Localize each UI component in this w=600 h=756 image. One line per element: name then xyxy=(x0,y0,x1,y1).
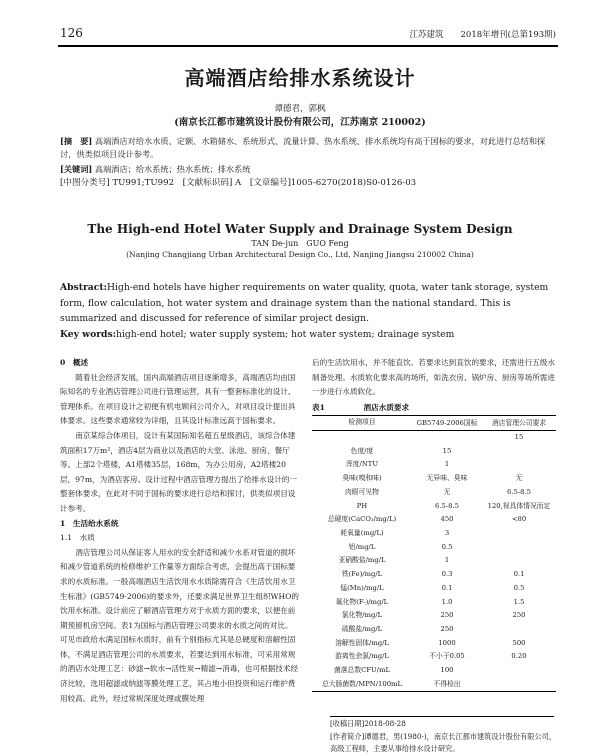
table-cell: 450 xyxy=(440,515,454,524)
table-cell: 无 xyxy=(443,487,451,496)
table-row xyxy=(312,500,556,514)
subsection-heading: 1.1 水质 xyxy=(60,533,95,543)
table-cell xyxy=(482,541,556,555)
paragraph: 酒店管理公司从保证客人用水的安全舒适和减少水系对管道的损坏和减少管道系统的检修维护工作量等方面综合考虑，会提出高于国标要求的水质标准。一般高端酒店生活饮用水水质除需符合《生活饮用水卫生标准》(GB5749-2006)的要求外，还要求满足世界卫生组织WHO的饮用水标准。设计前应了解酒店管理方对于水质方面的要求，以便在前期预留机房空间。表1为国标与酒店管理公司要求的水质之间的对比。可见市政给水满足国标水质时，前有个别指标尤其是总硬度和溶解性固体，不满足酒店管理公司的水质要求，若要达到用水标准，可采用常规的酒店水处理工艺：砂滤→软水→活性炭→精滤→消毒，也可根据技术经济比较，选用超滤或纳滤等膜处理工艺，其占地小但投资和运行维护费用较高。此外，经过常规深度处理或膜处理 xyxy=(60,547,299,703)
table-cell: 不得检出 xyxy=(433,679,461,688)
table-row xyxy=(312,527,556,541)
table-cell: 不小于0.05 xyxy=(429,652,465,661)
table-cell: 耗氧量(mg/L) xyxy=(340,529,384,537)
abstract-en xyxy=(60,280,554,342)
en-affiliation: (Nanjing Changjiang Urban Architectural Design Co., Ltd, Nanjing Jiangsu 210002 China) xyxy=(126,250,474,259)
table-cell xyxy=(482,678,556,692)
table-cell: 浑度/NTU xyxy=(345,460,379,469)
table-cell: 0.3 xyxy=(441,570,453,579)
table-row xyxy=(312,513,556,527)
table-cell: 500 xyxy=(512,638,526,647)
keywords-cn xyxy=(60,163,552,176)
table-cell: 总硬度(CaCO₃/mg/L) xyxy=(327,515,397,524)
table-cell xyxy=(412,431,482,445)
table-cell: 3 xyxy=(444,529,450,537)
table-cell: 1 xyxy=(444,460,450,469)
table-cell: 0.5 xyxy=(441,542,453,551)
author-intro: [作者简介]谭德君，男(1980-)，南京长江都市建筑设计股份有限公司，高级工程师，主要从事给排水设计研究。 xyxy=(330,731,557,753)
water-quality-table xyxy=(312,415,556,692)
section-heading: 1 生活给水系统 xyxy=(60,518,119,528)
keywords-cn-label: [关键词] xyxy=(60,164,93,174)
table-cell xyxy=(482,458,556,472)
table-row xyxy=(312,568,556,582)
table-cell: 亚硝酸盐/mg/L xyxy=(338,556,386,565)
table-row xyxy=(312,678,556,692)
table-header: 检测项目 xyxy=(348,418,376,427)
table-cell: PH xyxy=(356,501,368,510)
table-cell xyxy=(312,431,412,445)
abstract-cn-label: [摘 要] xyxy=(60,136,93,146)
table-row xyxy=(312,472,556,486)
table-cell xyxy=(482,445,556,459)
right-column xyxy=(312,356,556,692)
table-cell: 铝/mg/L xyxy=(348,542,376,551)
table-cell: 0.20 xyxy=(511,652,527,661)
table-row xyxy=(312,623,556,637)
table-row xyxy=(312,650,556,664)
table-cell: 无 xyxy=(515,474,523,483)
table-cell: 250 xyxy=(512,611,526,620)
table-caption xyxy=(312,401,556,416)
table-row xyxy=(312,431,556,445)
table-cell: 6.5-8.5 xyxy=(507,487,531,496)
table-row xyxy=(312,596,556,610)
paragraph: 随着社会经济发展，国内高端酒店项目逐渐增多，高端酒店均由国际知名的专业酒店管理公司进行管理运营，具有一整套标准化的设计、管理体系。在项目设计之初便有机电顾问公司介入，对项目设计提出具体要求。这些要求通常较为详细，且其设计标准远高于国标要求。 xyxy=(60,372,296,426)
table-cell xyxy=(482,623,556,637)
table-cell: 总大肠菌数/MPN/100mL xyxy=(322,679,402,688)
table-cell: 15 xyxy=(442,446,452,455)
table-cell: 15 xyxy=(514,433,524,442)
table-row xyxy=(312,554,556,568)
en-title: The High-end Hotel Water Supply and Drainage System Design xyxy=(87,222,513,236)
page-title: 高端酒店给排水系统设计 xyxy=(184,66,416,90)
left-column xyxy=(60,356,300,706)
table-row xyxy=(312,637,556,651)
table-row xyxy=(312,582,556,596)
abstract-cn-text: 高端酒店对给水水质、定额、水箱储水、系统形式、流量计算、热水系统、排水系统均有高于国标的要求，对此进行总结和探讨，供类似项目设计参考。 xyxy=(60,136,546,159)
table-cell: 1.0 xyxy=(441,597,453,606)
en-authors: TAN De-jun GUO Feng xyxy=(251,239,349,248)
paragraph: 南京某综合体项目，设计有某国际知名超五星级酒店，该综合体建筑面积17万m²，酒店4层为商业以及酒店的大堂、泳池、厨房、餐厅等。上部2个塔楼，A1塔楼35层，168m，为办公用房，A2塔楼20层，97m，为酒店客房。设计过程中酒店管理方提出了给排水设计的一整套体要求，在此对不同于国标的要求进行总结和探讨，供类似项目设计参考。 xyxy=(60,430,298,513)
table-cell xyxy=(482,527,556,541)
abstract-en-text: High-end hotels have higher requirements on water quality, quota, water tank storage, system form, flow calculation, hot water system and drainage system than the national standard. This is summarized and discussed for reference of similar project design. xyxy=(60,282,549,324)
table-cell: 0.1 xyxy=(513,570,525,579)
keywords-en-label: Key words: xyxy=(60,328,117,340)
header-rule xyxy=(58,45,558,47)
table-cell: 氟化物(F-)/mg/L xyxy=(335,597,389,606)
footnote xyxy=(330,718,558,756)
table-cell xyxy=(482,664,556,678)
table-cell: 6.5-8.5 xyxy=(435,501,459,510)
table-label: 表1 xyxy=(312,402,325,412)
table-cell: 1 xyxy=(444,556,450,565)
table-cell: 氯化物/mg/L xyxy=(341,611,383,620)
paragraph: 后的生活饮用水，并不能直饮。若要求达到直饮的要求，还需进行五级水制备处理。水质软化要求高的场所，如洗衣房、锅炉房、厨房等场所需进一步进行水质软化。 xyxy=(312,358,555,397)
table-cell: 菌落总数CFU/mL xyxy=(333,666,391,675)
table-cell: 溶解性固体/mg/L xyxy=(335,638,389,647)
table-row xyxy=(312,609,556,623)
table-cell: 100 xyxy=(440,666,454,675)
abstract-en-label: Abstract: xyxy=(60,282,107,293)
footnote-rule xyxy=(330,716,554,717)
table-cell: 游离性余氯/mg/L xyxy=(335,652,389,661)
table-cell: 0.5 xyxy=(513,583,525,592)
table-cell: 250 xyxy=(440,611,454,620)
table-row xyxy=(312,486,556,500)
abstract-cn xyxy=(60,135,552,161)
table-cell: 锰(Mn)/mg/L xyxy=(340,583,384,592)
table-row xyxy=(312,458,556,472)
authors: 谭德君，郭枫 xyxy=(274,104,326,114)
journal-header: 江苏建筑 2018年增刊(总第193期) xyxy=(409,30,556,40)
table-title: 酒店水质要求 xyxy=(363,402,410,412)
section-heading: 0 概述 xyxy=(60,358,89,367)
table-row xyxy=(312,664,556,678)
received-date: [收稿日期]2018-08-28 xyxy=(330,719,406,728)
table-cell: 铁(Fe)/mg/L xyxy=(341,570,383,579)
table-cell: 肉眼可见物 xyxy=(345,487,379,496)
table-cell: <80 xyxy=(511,515,527,524)
table-cell: 120,视具体情况而定 xyxy=(487,501,551,510)
table-row xyxy=(312,445,556,459)
keywords-cn-text: 高端酒店；给水系统；热水系统；排水系统 xyxy=(94,164,251,174)
table-cell: 0.1 xyxy=(441,583,453,592)
table-cell: 250 xyxy=(440,624,454,633)
table-cell: 1000 xyxy=(438,638,456,647)
table-cell: 色度/度 xyxy=(350,446,374,455)
table-row xyxy=(312,541,556,555)
table-header: 酒店管理公司要求 xyxy=(491,418,547,427)
affiliation: (南京长江都市建筑设计股份有限公司，江苏南京 210002) xyxy=(174,117,426,128)
page-number: 126 xyxy=(60,26,83,40)
table-cell xyxy=(482,554,556,568)
table-cell: 1.5 xyxy=(513,597,525,606)
table-cell: 无异味、臭味 xyxy=(426,474,468,483)
classification: [中图分类号] TU991;TU992 [文献标识码] A [文章编号]1005-6270(2018)S0-0126-03 xyxy=(60,178,417,188)
table-cell: 臭味(嗅和味) xyxy=(342,474,382,483)
table-cell: 硫酸盐/mg/L xyxy=(341,624,383,633)
keywords-en-text: high-end hotel; water supply system; hot water system; drainage system xyxy=(116,328,455,340)
table-header: GB5749-2006国标 xyxy=(416,418,478,427)
